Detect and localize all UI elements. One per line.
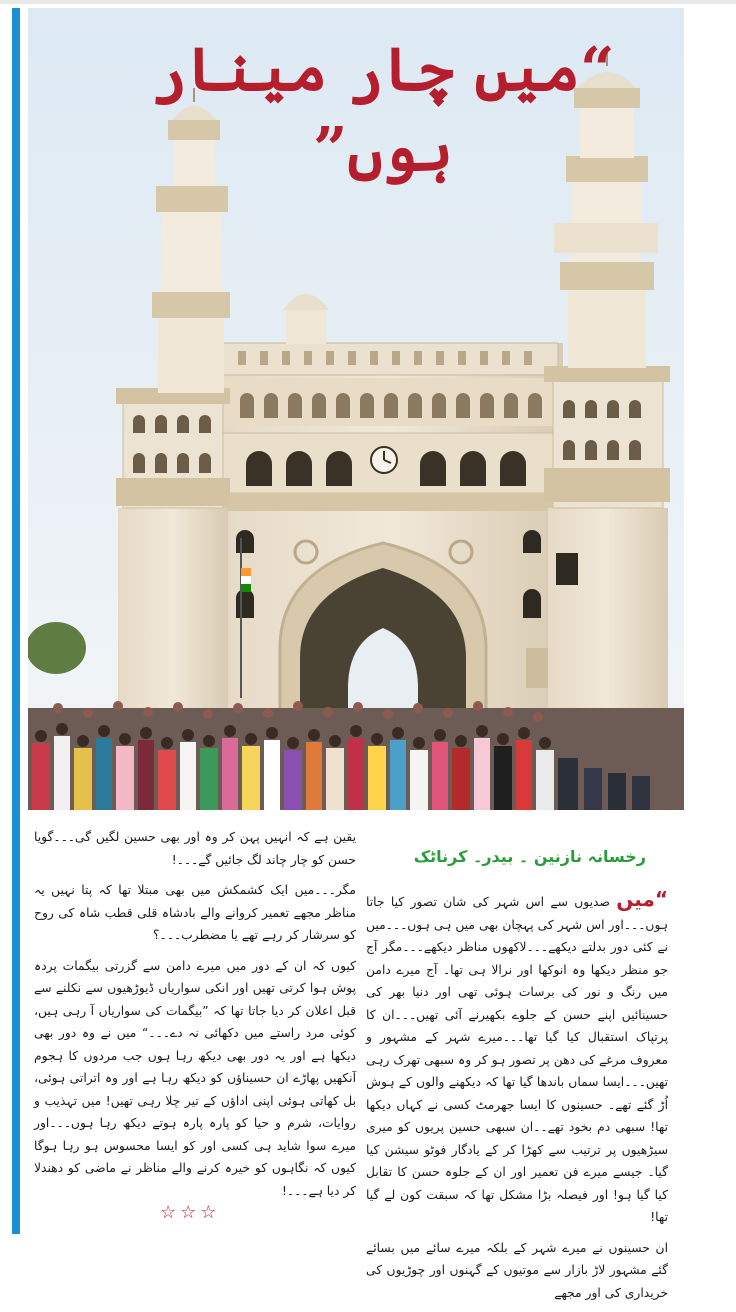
headline: “میں چار مینار ہوں” xyxy=(151,35,615,185)
right-paragraph: ان حسینوں نے میرے شہر کے بلکہ میرے سائے میں بسائے گئے مشہور لاڑ بازار سے موتیوں کے گہنوں اور چوڑیوں کی خریداری کی اور مجھے xyxy=(366,1240,668,1300)
right-paragraph xyxy=(366,888,668,1229)
right-paragraph-text: صدیوں سے اس شہر کی شان تصور کیا جاتا ہوں۔۔۔اور اس شہر کی پہچان بھی میں ہی ہوں۔۔۔میں نے کئی دور بدلتے دیکھے۔۔۔لاکھوں مناظر دیکھے۔۔۔مگر آج جو منظر دیکھا وہ انوکھا اور نرالا ہی تھا۔ آج میرے دامن میں رنگ و نور کی برسات ہوئی تھی اور دنیا بھر کی حسینائیں اپنے حسن کے جلوے بکھیرنے آئی تھیں۔۔۔ان کا پرتپاک استقبال کیا گیا تھا۔۔۔میرے شہر کے مشہور و معروف مرغے کی دھن پر تصور ہو کر وہ سبھی تھرک رہی تھیں۔۔۔ایسا سماں باندھا گیا تھا کہ دیکھنے والوں کے ہوش اُڑ گئے تھے۔ حسینوں کا ایسا جھرمٹ کسی نے کہاں دیکھا تھا! سبھی دم بخود تھے۔۔ان سبھی حسین پریوں کو میری سیڑھیوں پر ترتیب سے کھڑا کر کے یادگار فوٹو سیشن کیا گیا۔ جیسے میرے فن تعمیر اور ان کے جلوہ حسن کا تقابل کیا گیا ہو! اور فیصلہ بڑا مشکل تھا کہ سبقت کون لے گیا تھا! xyxy=(366,895,668,1224)
end-marker: ☆☆☆ xyxy=(160,1202,221,1223)
dropcap: “میں xyxy=(616,887,668,911)
right-column xyxy=(366,888,668,1312)
byline: رخسانہ نازنین ۔ بیدر۔ کرناٹک xyxy=(413,847,646,866)
left-column xyxy=(34,826,356,1210)
left-paragraph: مگر۔۔۔میں ایک کشمکش میں بھی مبتلا تھا کہ پتا نہیں یہ مناظر مجھے تعمیر کروانے والے بادشاہ قلی قطب شاہ کی روح کو سرشار کر رہے تھے یا مضطرب۔۔۔؟ xyxy=(34,883,356,942)
left-paragraph: یقین ہے کہ انہیں پہن کر وہ اور بھی حسین لگیں گی۔۔۔گویا حسن کو چار چاند لگ جائیں گے۔۔۔! xyxy=(34,830,356,867)
column-accent-rule xyxy=(12,8,20,1234)
left-paragraph: کیوں کہ ان کے دور میں میرے دامن سے گزرتی بیگمات پردہ پوش ہوا کرتی تھیں اور انکی سواریاں ڈیوڑھیوں سے نکلنے سے قبل اعلان کر دیا جاتا تھا کہ ”بیگمات کی سواریاں آ رہی ہیں، کوئی مرد راستے میں دکھائی نہ دے۔۔۔“ میں نے وہ دور بھی دیکھا ہے اور یہ دور بھی دیکھ رہا ہوں جب مردوں کا ہجوم آنکھیں پھاڑے ان حسیناؤں کو دیکھ رہا ہے اور وہ اتراتی ہوئی، بل کھاتی ہوئی اپنی اداؤں کے تیر چلا رہی تھیں! میں تہذیب و روایات، شرم و حیا کو پارہ پارہ ہوتے دیکھ رہا ہوں۔۔۔اور میرے سوا شاید ہی کسی اور کو ایسا محسوس ہو رہا ہوگا کیوں کہ نگاہوں کو خیرہ کرنے والے مناظر نے ماضی کو دھندلا کر دیا ہے۔۔۔! xyxy=(34,958,356,1198)
top-border xyxy=(0,0,736,4)
charminar-photo xyxy=(28,8,684,810)
